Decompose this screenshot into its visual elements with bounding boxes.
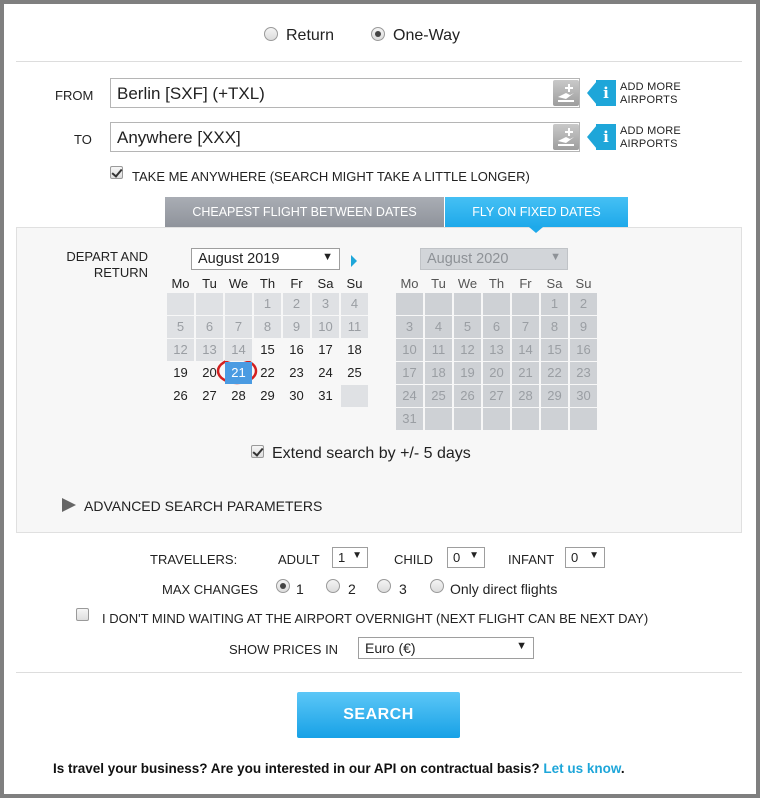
search-button[interactable]: SEARCH xyxy=(297,692,460,738)
calendar-empty-cell xyxy=(454,293,481,315)
oneway-radio[interactable] xyxy=(371,27,385,41)
calendar-day: 29 xyxy=(541,385,568,407)
calendar-empty-cell xyxy=(425,408,452,430)
weekday-header: Mo xyxy=(171,276,190,291)
max-changes-option-3[interactable]: 3 xyxy=(399,581,407,597)
weekday-header: Sa xyxy=(546,276,563,291)
calendar-day: 11 xyxy=(341,316,368,338)
calendar-day: 17 xyxy=(396,362,423,384)
weekday-header: Tu xyxy=(431,276,446,291)
calendar-day: 13 xyxy=(483,339,510,361)
child-select-value: 0 xyxy=(453,550,461,565)
calendar-day: 28 xyxy=(512,385,539,407)
from-add-more-airports[interactable] xyxy=(620,81,681,107)
calendar-day: 7 xyxy=(225,316,252,338)
calendar-empty-cell xyxy=(512,293,539,315)
calendar-empty-cell xyxy=(454,408,481,430)
calendar-day: 27 xyxy=(483,385,510,407)
month-select-left[interactable] xyxy=(191,248,340,270)
calendar-day: 5 xyxy=(454,316,481,338)
footer-question: Is travel your business? Are you interested in our API on contractual basis? xyxy=(53,761,540,776)
month-select-left-value: August 2019 xyxy=(198,251,280,267)
add-more-line1[interactable]: ADD MORE xyxy=(620,125,681,137)
calendar-day[interactable]: 16 xyxy=(289,342,304,357)
calendar-day[interactable]: 29 xyxy=(260,388,275,403)
calendar-day: 3 xyxy=(396,316,423,338)
calendar-day: 6 xyxy=(196,316,223,338)
calendar-day[interactable]: 26 xyxy=(173,388,188,403)
calendar-empty-cell xyxy=(396,293,423,315)
to-label: TO xyxy=(74,132,92,147)
weekday-header: Fr xyxy=(519,276,532,291)
calendar-day: 4 xyxy=(425,316,452,338)
divider xyxy=(16,672,742,673)
expand-triangle-icon[interactable] xyxy=(62,498,76,512)
max-changes-option-1[interactable]: 1 xyxy=(296,581,304,597)
calendar-day: 1 xyxy=(541,293,568,315)
return-radio[interactable] xyxy=(264,27,278,41)
max-changes-radio-1[interactable] xyxy=(276,579,290,593)
calendar-day: 31 xyxy=(396,408,423,430)
calendar-day: 21 xyxy=(512,362,539,384)
chevron-down-icon: ▼ xyxy=(516,640,527,652)
child-select[interactable] xyxy=(447,547,485,568)
extend-search-label[interactable]: Extend search by +/- 5 days xyxy=(272,445,471,462)
calendar-day: 25 xyxy=(425,385,452,407)
direct-flights-radio[interactable] xyxy=(430,579,444,593)
calendar-day[interactable]: 21 xyxy=(225,362,252,384)
max-changes-radio-2[interactable] xyxy=(326,579,340,593)
let-us-know-link[interactable]: Let us know xyxy=(543,761,621,776)
calendar-day: 9 xyxy=(283,316,310,338)
next-month-arrow-icon[interactable] xyxy=(351,255,357,267)
calendar-day: 4 xyxy=(341,293,368,315)
take-me-anywhere-label[interactable]: TAKE ME ANYWHERE (SEARCH MIGHT TAKE A LITTLE LONGER) xyxy=(132,169,530,184)
calendar-day: 8 xyxy=(254,316,281,338)
calendar-empty-cell xyxy=(570,408,597,430)
calendar-day: 14 xyxy=(512,339,539,361)
currency-select-value: Euro (€) xyxy=(365,640,416,656)
extend-search-checkbox[interactable] xyxy=(251,445,264,458)
to-airport-add-icon[interactable] xyxy=(553,124,579,150)
calendar-day: 2 xyxy=(570,293,597,315)
calendar-day: 15 xyxy=(541,339,568,361)
weekday-header: We xyxy=(457,276,478,291)
calendar-day[interactable]: 30 xyxy=(289,388,304,403)
calendar-empty-cell xyxy=(512,408,539,430)
calendar-day: 18 xyxy=(425,362,452,384)
calendar-day: 12 xyxy=(167,339,194,361)
to-input[interactable]: Anywhere [XXX] xyxy=(110,122,580,152)
calendar-day: 9 xyxy=(570,316,597,338)
calendar-day: 26 xyxy=(454,385,481,407)
chevron-down-icon: ▼ xyxy=(469,550,479,561)
depart-return-label xyxy=(54,249,148,281)
calendar-day: 12 xyxy=(454,339,481,361)
calendar-day: 19 xyxy=(454,362,481,384)
chevron-down-icon: ▼ xyxy=(589,550,599,561)
max-changes-option-2[interactable]: 2 xyxy=(348,581,356,597)
weekday-header: Th xyxy=(488,276,505,291)
calendar-day: 20 xyxy=(483,362,510,384)
adult-label: ADULT xyxy=(278,552,320,567)
weekday-header: Th xyxy=(259,276,276,291)
calendar-day: 10 xyxy=(396,339,423,361)
calendar-day: 7 xyxy=(512,316,539,338)
adult-select-value: 1 xyxy=(338,550,346,565)
calendar-day[interactable]: 22 xyxy=(260,365,275,380)
weekday-header: Fr xyxy=(290,276,303,291)
from-airport-add-icon[interactable] xyxy=(553,80,579,106)
tab-cheapest-flight[interactable]: CHEAPEST FLIGHT BETWEEN DATES xyxy=(165,197,444,227)
footer-text xyxy=(53,761,625,776)
show-prices-label: SHOW PRICES IN xyxy=(229,642,339,657)
take-me-anywhere-checkbox[interactable] xyxy=(110,166,123,179)
to-info-icon[interactable]: i xyxy=(587,124,617,150)
infant-select[interactable] xyxy=(565,547,605,568)
calendar-day: 13 xyxy=(196,339,223,361)
calendar-day: 1 xyxy=(254,293,281,315)
depart-label-line1: DEPART AND xyxy=(66,249,148,264)
calendar-day: 14 xyxy=(225,339,252,361)
month-select-right-value: August 2020 xyxy=(427,251,509,267)
calendar-empty-cell xyxy=(196,293,223,315)
calendar-empty-cell xyxy=(341,385,368,407)
chevron-down-icon: ▼ xyxy=(352,550,362,561)
chevron-down-icon: ▼ xyxy=(550,251,561,263)
calendar-empty-cell xyxy=(167,293,194,315)
weekday-header: Su xyxy=(575,276,592,291)
calendar-day: 2 xyxy=(283,293,310,315)
to-add-more-airports[interactable] xyxy=(620,125,681,151)
calendar-day[interactable]: 23 xyxy=(289,365,304,380)
calendar-day: 5 xyxy=(167,316,194,338)
calendar-day[interactable]: 18 xyxy=(347,342,362,357)
advanced-search-toggle[interactable]: ADVANCED SEARCH PARAMETERS xyxy=(84,498,323,514)
return-label[interactable]: Return xyxy=(286,27,335,44)
calendar-day[interactable]: 17 xyxy=(318,342,333,357)
calendar-day[interactable]: 19 xyxy=(173,365,188,380)
calendar-empty-cell xyxy=(225,293,252,315)
calendar-day: 16 xyxy=(570,339,597,361)
infant-select-value: 0 xyxy=(571,550,579,565)
calendar-day[interactable]: 31 xyxy=(318,388,333,403)
month-select-right[interactable] xyxy=(420,248,568,270)
divider xyxy=(16,61,742,62)
weekday-header: Mo xyxy=(400,276,419,291)
calendar-day[interactable]: 25 xyxy=(347,365,362,380)
calendar-day[interactable]: 28 xyxy=(231,388,246,403)
calendar-day: 22 xyxy=(541,362,568,384)
active-tab-pointer xyxy=(529,227,543,233)
overnight-label[interactable]: I DON'T MIND WAITING AT THE AIRPORT OVERNIGHT (NEXT FLIGHT CAN BE NEXT DAY) xyxy=(102,611,649,626)
calendar-day[interactable]: 27 xyxy=(202,388,217,403)
calendar-empty-cell xyxy=(483,408,510,430)
weekday-header: Tu xyxy=(202,276,217,291)
adult-select[interactable] xyxy=(332,547,368,568)
search-form xyxy=(4,4,756,794)
calendar-day: 11 xyxy=(425,339,452,361)
footer-period: . xyxy=(620,761,625,776)
max-changes-radio-3[interactable] xyxy=(377,579,391,593)
calendar-day: 30 xyxy=(570,385,597,407)
depart-label-line2: RETURN xyxy=(93,265,148,280)
calendar-day: 8 xyxy=(541,316,568,338)
oneway-label[interactable]: One-Way xyxy=(393,27,460,44)
add-more-line2[interactable]: AIRPORTS xyxy=(620,138,678,150)
max-changes-label: MAX CHANGES xyxy=(162,582,259,597)
weekday-header: We xyxy=(228,276,249,291)
currency-select[interactable] xyxy=(358,637,534,659)
calendar-day: 24 xyxy=(396,385,423,407)
calendar-day: 23 xyxy=(570,362,597,384)
from-input[interactable]: Berlin [SXF] (+TXL) xyxy=(110,78,580,108)
travellers-label: TRAVELLERS: xyxy=(150,552,238,567)
weekday-header: Sa xyxy=(317,276,334,291)
calendar-day[interactable]: 24 xyxy=(318,365,333,380)
calendar-day[interactable]: 15 xyxy=(260,342,275,357)
from-label: FROM xyxy=(55,88,94,103)
calendar-day: 10 xyxy=(312,316,339,338)
calendar-empty-cell xyxy=(541,408,568,430)
direct-flights-label[interactable]: Only direct flights xyxy=(450,581,558,597)
calendar-day: 6 xyxy=(483,316,510,338)
tab-fixed-dates[interactable]: FLY ON FIXED DATES xyxy=(445,197,628,227)
chevron-down-icon: ▼ xyxy=(322,251,333,263)
calendar-empty-cell xyxy=(425,293,452,315)
weekday-header: Su xyxy=(346,276,363,291)
overnight-checkbox[interactable] xyxy=(76,608,89,621)
infant-label: INFANT xyxy=(508,552,555,567)
calendar-day[interactable]: 20 xyxy=(202,365,217,380)
calendar-empty-cell xyxy=(483,293,510,315)
child-label: CHILD xyxy=(394,552,434,567)
calendar-day: 3 xyxy=(312,293,339,315)
add-more-line2[interactable]: AIRPORTS xyxy=(620,94,678,106)
add-more-line1[interactable]: ADD MORE xyxy=(620,81,681,93)
from-info-icon[interactable]: i xyxy=(587,80,617,106)
